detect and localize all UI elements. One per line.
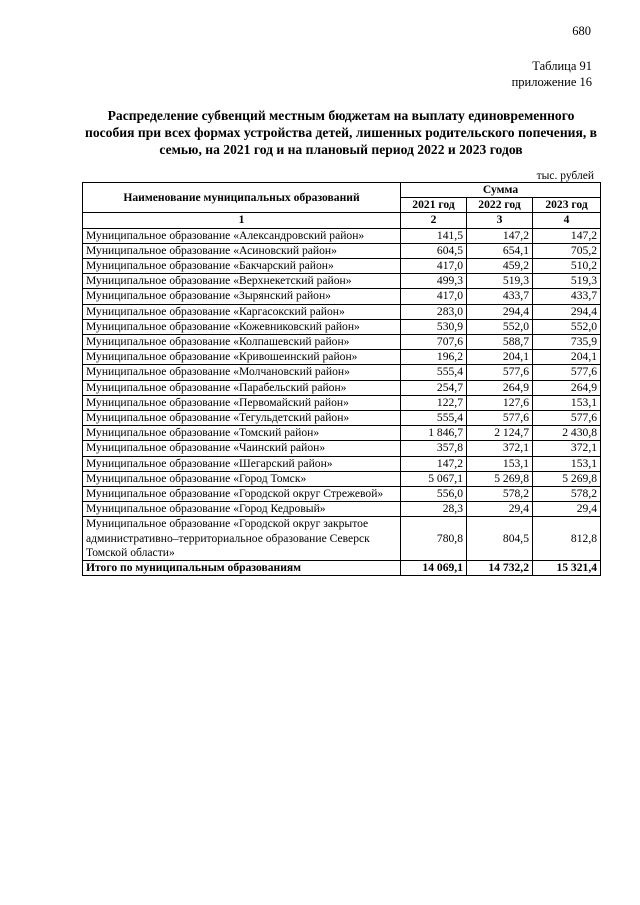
value-2022: 577,6 [467, 365, 533, 380]
value-2021: 555,4 [401, 365, 467, 380]
table-row [83, 395, 601, 410]
table-row [83, 274, 601, 289]
value-2023: 519,3 [533, 274, 601, 289]
value-2023: 204,1 [533, 350, 601, 365]
table-row [83, 350, 601, 365]
appendix-number: приложение 16 [511, 75, 592, 89]
table-row [83, 319, 601, 334]
value-2022: 204,1 [467, 350, 533, 365]
table-number: Таблица 91 [532, 59, 592, 73]
value-2023: 577,6 [533, 365, 601, 380]
value-2021: 283,0 [401, 304, 467, 319]
value-2022: 804,5 [467, 517, 533, 561]
value-2023: 153,1 [533, 395, 601, 410]
value-2021: 196,2 [401, 350, 467, 365]
municipality-name: Муниципальное образование «Городской округ закрытое административно–территориальное образование Северск Томской области» [83, 517, 401, 561]
value-2023: 264,9 [533, 380, 601, 395]
value-2022: 127,6 [467, 395, 533, 410]
value-2022: 433,7 [467, 289, 533, 304]
header-2022: 2022 год [467, 198, 533, 213]
value-2022: 588,7 [467, 335, 533, 350]
value-2023: 153,1 [533, 456, 601, 471]
municipality-name: Муниципальное образование «Колпашевский район» [83, 335, 401, 350]
table-row [83, 456, 601, 471]
table-row [83, 243, 601, 258]
value-2022: 372,1 [467, 441, 533, 456]
municipality-name: Муниципальное образование «Парабельский район» [83, 380, 401, 395]
value-2022: 654,1 [467, 243, 533, 258]
total-label: Итого по муниципальным образованиям [83, 561, 401, 576]
value-2023: 577,6 [533, 411, 601, 426]
municipality-name: Муниципальное образование «Каргасокский район» [83, 304, 401, 319]
value-2022: 519,3 [467, 274, 533, 289]
units-label: тыс. рублей [536, 170, 594, 182]
municipality-name: Муниципальное образование «Город Томск» [83, 471, 401, 486]
value-2023: 2 430,8 [533, 426, 601, 441]
value-2022: 153,1 [467, 456, 533, 471]
value-2023: 147,2 [533, 228, 601, 243]
value-2023: 5 269,8 [533, 471, 601, 486]
municipality-name: Муниципальное образование «Кожевниковский район» [83, 319, 401, 334]
subsidy-table [82, 182, 601, 576]
value-2023: 433,7 [533, 289, 601, 304]
value-2022: 5 269,8 [467, 471, 533, 486]
total-2022: 14 732,2 [467, 561, 533, 576]
value-2021: 530,9 [401, 319, 467, 334]
value-2023: 294,4 [533, 304, 601, 319]
table-row [83, 471, 601, 486]
municipality-name: Муниципальное образование «Бакчарский район» [83, 259, 401, 274]
value-2022: 578,2 [467, 487, 533, 502]
value-2021: 780,8 [401, 517, 467, 561]
value-2021: 28,3 [401, 502, 467, 517]
value-2022: 2 124,7 [467, 426, 533, 441]
value-2021: 254,7 [401, 380, 467, 395]
municipality-name: Муниципальное образование «Тегульдетский район» [83, 411, 401, 426]
value-2021: 147,2 [401, 456, 467, 471]
municipality-name: Муниципальное образование «Первомайский район» [83, 395, 401, 410]
table-row [83, 487, 601, 502]
value-2023: 372,1 [533, 441, 601, 456]
table-row [83, 228, 601, 243]
value-2023: 578,2 [533, 487, 601, 502]
column-number-3: 3 [467, 213, 533, 228]
total-2023: 15 321,4 [533, 561, 601, 576]
table-body [83, 228, 601, 560]
value-2021: 556,0 [401, 487, 467, 502]
value-2023: 812,8 [533, 517, 601, 561]
value-2021: 604,5 [401, 243, 467, 258]
municipality-name: Муниципальное образование «Зырянский район» [83, 289, 401, 304]
municipality-name: Муниципальное образование «Город Кедровый» [83, 502, 401, 517]
value-2023: 510,2 [533, 259, 601, 274]
municipality-name: Муниципальное образование «Кривошеинский район» [83, 350, 401, 365]
column-number-1: 1 [83, 213, 401, 228]
table-row [83, 335, 601, 350]
value-2021: 1 846,7 [401, 426, 467, 441]
table-row [83, 365, 601, 380]
municipality-name: Муниципальное образование «Городской округ Стрежевой» [83, 487, 401, 502]
table-row [83, 289, 601, 304]
value-2021: 5 067,1 [401, 471, 467, 486]
value-2023: 705,2 [533, 243, 601, 258]
total-2021: 14 069,1 [401, 561, 467, 576]
table-row [83, 426, 601, 441]
municipality-name: Муниципальное образование «Асиновский район» [83, 243, 401, 258]
value-2021: 707,6 [401, 335, 467, 350]
column-number-2: 2 [401, 213, 467, 228]
value-2022: 294,4 [467, 304, 533, 319]
value-2021: 357,8 [401, 441, 467, 456]
municipality-name: Муниципальное образование «Чаинский район» [83, 441, 401, 456]
document-title: Распределение субвенций местным бюджетам на выплату единовременного пособия при всех формах устройства детей, лишенных родительского попечения, в семью, на 2021 год и на плановый период 2022 и 2023 годов [85, 108, 597, 157]
value-2021: 499,3 [401, 274, 467, 289]
municipality-name: Муниципальное образование «Верхнекетский район» [83, 274, 401, 289]
table-reference [512, 58, 592, 90]
header-name: Наименование муниципальных образований [83, 183, 401, 213]
value-2023: 29,4 [533, 502, 601, 517]
value-2023: 552,0 [533, 319, 601, 334]
value-2021: 417,0 [401, 259, 467, 274]
value-2021: 555,4 [401, 411, 467, 426]
value-2023: 735,9 [533, 335, 601, 350]
table-row [83, 259, 601, 274]
header-2023: 2023 год [533, 198, 601, 213]
municipality-name: Муниципальное образование «Молчановский район» [83, 365, 401, 380]
table-row [83, 411, 601, 426]
value-2022: 29,4 [467, 502, 533, 517]
municipality-name: Муниципальное образование «Томский район» [83, 426, 401, 441]
value-2022: 459,2 [467, 259, 533, 274]
column-number-4: 4 [533, 213, 601, 228]
header-2021: 2021 год [401, 198, 467, 213]
value-2022: 552,0 [467, 319, 533, 334]
value-2022: 577,6 [467, 411, 533, 426]
table-row [83, 380, 601, 395]
value-2021: 122,7 [401, 395, 467, 410]
municipality-name: Муниципальное образование «Шегарский район» [83, 456, 401, 471]
table-row [83, 441, 601, 456]
value-2021: 417,0 [401, 289, 467, 304]
table-row [83, 304, 601, 319]
header-sum: Сумма [401, 183, 601, 198]
table-row [83, 502, 601, 517]
value-2022: 264,9 [467, 380, 533, 395]
municipality-name: Муниципальное образование «Александровский район» [83, 228, 401, 243]
total-row [83, 561, 601, 576]
table-row [83, 517, 601, 561]
value-2022: 147,2 [467, 228, 533, 243]
value-2021: 141,5 [401, 228, 467, 243]
page-number: 680 [572, 24, 591, 38]
